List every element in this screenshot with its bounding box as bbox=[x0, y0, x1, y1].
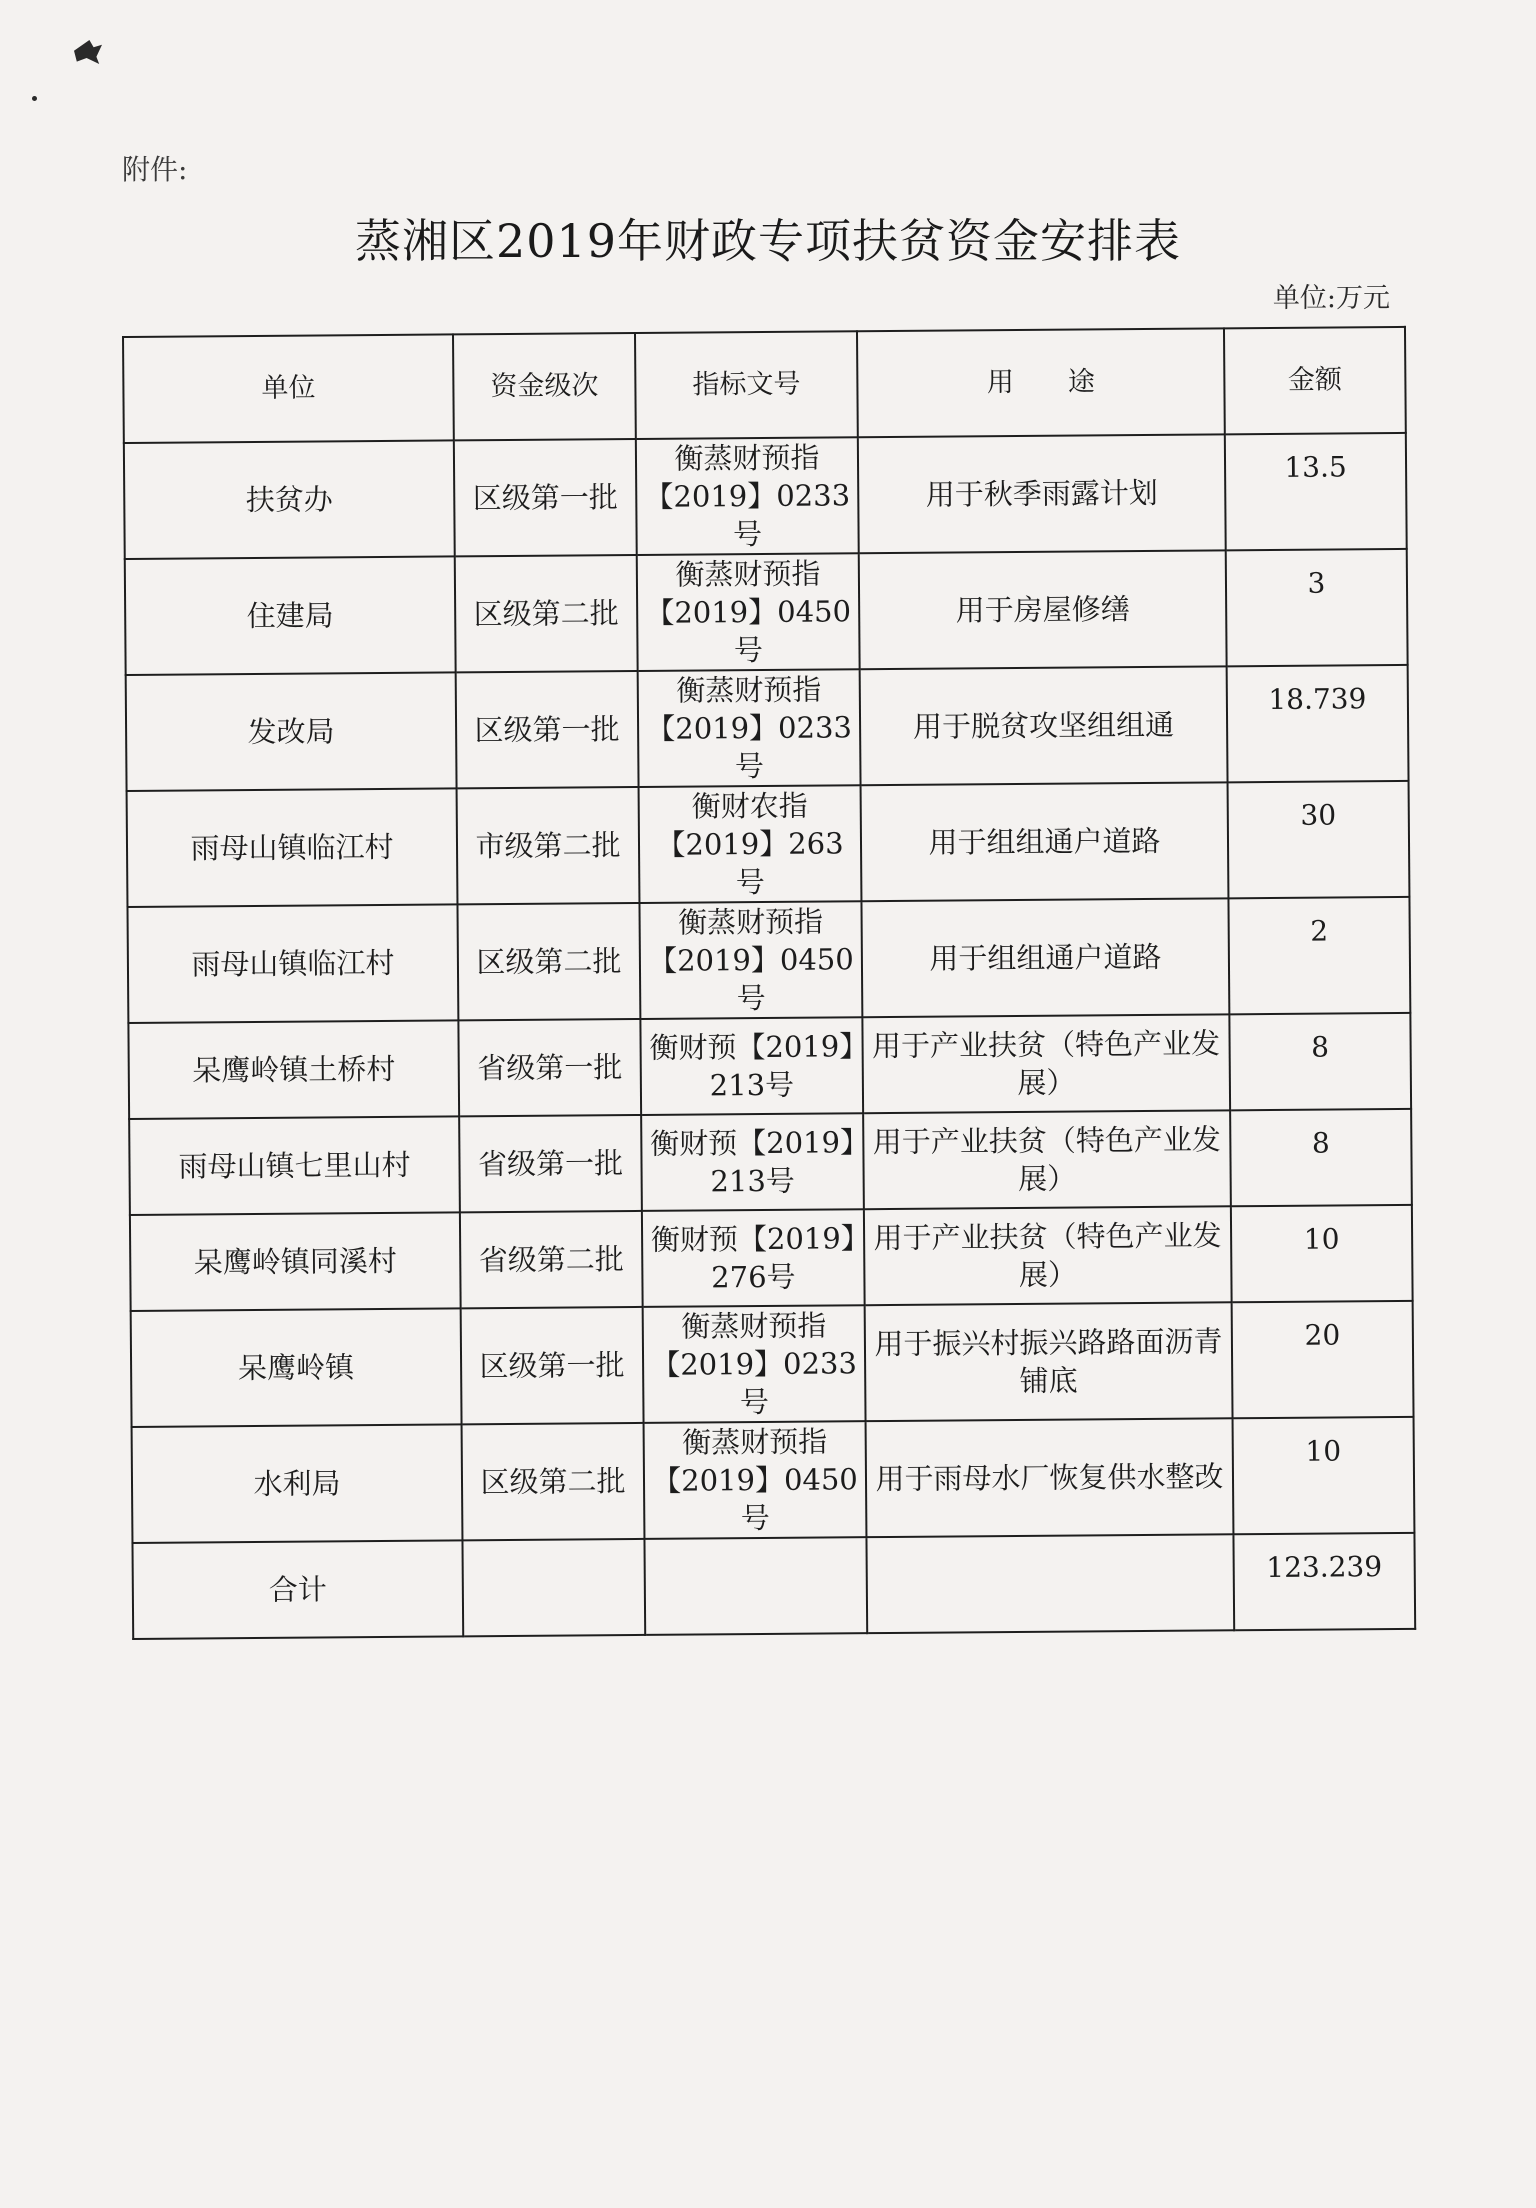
cell-purpose: 用于组组通户道路 bbox=[861, 898, 1229, 1017]
cell-unit: 雨母山镇临江村 bbox=[127, 788, 458, 907]
cell-document-number: 衡财预【2019】213号 bbox=[640, 1017, 863, 1115]
cell-fund-level: 区级第二批 bbox=[462, 1423, 645, 1540]
table-row bbox=[131, 1301, 1414, 1427]
cell-unit: 水利局 bbox=[132, 1424, 463, 1543]
cell-unit: 呆鹰岭镇同溪村 bbox=[130, 1212, 461, 1311]
cell-amount: 8 bbox=[1229, 1013, 1411, 1110]
cell-purpose: 用于振兴村振兴路路面沥青铺底 bbox=[865, 1302, 1233, 1421]
empty-cell bbox=[462, 1539, 645, 1636]
cell-amount: 8 bbox=[1230, 1109, 1412, 1206]
header-amount: 金额 bbox=[1224, 327, 1406, 434]
cell-purpose: 用于房屋修缮 bbox=[859, 550, 1227, 669]
total-amount: 123.239 bbox=[1233, 1533, 1415, 1630]
cell-amount: 18.739 bbox=[1227, 665, 1409, 782]
cell-unit: 扶贫办 bbox=[124, 440, 455, 559]
cell-fund-level: 省级第二批 bbox=[460, 1211, 643, 1308]
empty-cell bbox=[644, 1537, 867, 1635]
cell-purpose: 用于脱贫攻坚组组通 bbox=[860, 666, 1228, 785]
header-unit: 单位 bbox=[123, 334, 454, 443]
cell-unit: 住建局 bbox=[125, 556, 456, 675]
cell-document-number: 衡财预【2019】276号 bbox=[642, 1209, 865, 1307]
cell-amount: 30 bbox=[1228, 781, 1410, 898]
table-row bbox=[128, 1013, 1411, 1119]
table-row bbox=[124, 433, 1407, 559]
cell-amount: 2 bbox=[1228, 897, 1410, 1014]
cell-fund-level: 市级第二批 bbox=[457, 787, 640, 904]
cell-purpose: 用于秋季雨露计划 bbox=[858, 434, 1226, 553]
page-title: 蒸湘区2019年财政专项扶贫资金安排表 bbox=[354, 214, 1182, 268]
table-row bbox=[127, 781, 1410, 907]
cell-fund-level: 区级第一批 bbox=[456, 671, 639, 788]
cell-document-number: 衡蒸财预指【2019】0233号 bbox=[643, 1305, 866, 1423]
ink-blot-mark bbox=[74, 40, 102, 64]
cell-unit: 雨母山镇临江村 bbox=[127, 904, 458, 1023]
cell-amount: 10 bbox=[1231, 1205, 1413, 1302]
cell-document-number: 衡蒸财预指【2019】0450号 bbox=[637, 553, 860, 671]
cell-fund-level: 区级第一批 bbox=[454, 439, 637, 556]
total-label: 合计 bbox=[132, 1540, 463, 1639]
cell-amount: 3 bbox=[1226, 549, 1408, 666]
cell-purpose: 用于产业扶贫（特色产业发展） bbox=[863, 1110, 1231, 1209]
table-row bbox=[132, 1417, 1415, 1543]
unit-note: 单位:万元 bbox=[1272, 283, 1390, 314]
cell-document-number: 衡蒸财预指【2019】0233号 bbox=[638, 669, 861, 787]
header-document-number: 指标文号 bbox=[635, 331, 858, 439]
cell-document-number: 衡蒸财预指【2019】0233号 bbox=[636, 437, 859, 555]
cell-amount: 20 bbox=[1232, 1301, 1414, 1418]
cell-fund-level: 区级第二批 bbox=[457, 903, 640, 1020]
attachment-label: 附件: bbox=[122, 153, 188, 186]
cell-purpose: 用于组组通户道路 bbox=[861, 782, 1229, 901]
cell-fund-level: 省级第一批 bbox=[458, 1019, 641, 1116]
table-header-row bbox=[123, 327, 1406, 443]
table-row bbox=[125, 549, 1408, 675]
cell-unit: 雨母山镇七里山村 bbox=[129, 1116, 460, 1215]
cell-amount: 10 bbox=[1233, 1417, 1415, 1534]
cell-unit: 呆鹰岭镇 bbox=[131, 1308, 462, 1427]
ink-dot-mark bbox=[32, 96, 37, 101]
cell-fund-level: 省级第一批 bbox=[459, 1115, 642, 1212]
header-fund-level: 资金级次 bbox=[453, 333, 636, 440]
cell-amount: 13.5 bbox=[1225, 433, 1407, 550]
table-row bbox=[130, 1205, 1413, 1311]
empty-cell bbox=[866, 1534, 1234, 1633]
cell-document-number: 衡蒸财预指【2019】0450号 bbox=[644, 1421, 867, 1539]
total-row bbox=[132, 1533, 1415, 1639]
cell-fund-level: 区级第二批 bbox=[455, 555, 638, 672]
cell-unit: 呆鹰岭镇土桥村 bbox=[128, 1020, 459, 1119]
cell-purpose: 用于雨母水厂恢复供水整改 bbox=[866, 1418, 1234, 1537]
cell-purpose: 用于产业扶贫（特色产业发展） bbox=[862, 1014, 1230, 1113]
cell-unit: 发改局 bbox=[126, 672, 457, 791]
fund-allocation-table bbox=[122, 326, 1416, 1640]
cell-fund-level: 区级第一批 bbox=[461, 1307, 644, 1424]
table-row bbox=[129, 1109, 1412, 1215]
cell-document-number: 衡财农指【2019】263号 bbox=[639, 785, 862, 903]
cell-purpose: 用于产业扶贫（特色产业发展） bbox=[864, 1206, 1232, 1305]
table-row bbox=[127, 897, 1410, 1023]
table-row bbox=[126, 665, 1409, 791]
cell-document-number: 衡财预【2019】213号 bbox=[641, 1113, 864, 1211]
cell-document-number: 衡蒸财预指【2019】0450号 bbox=[639, 901, 862, 1019]
header-purpose: 用 途 bbox=[857, 328, 1225, 437]
